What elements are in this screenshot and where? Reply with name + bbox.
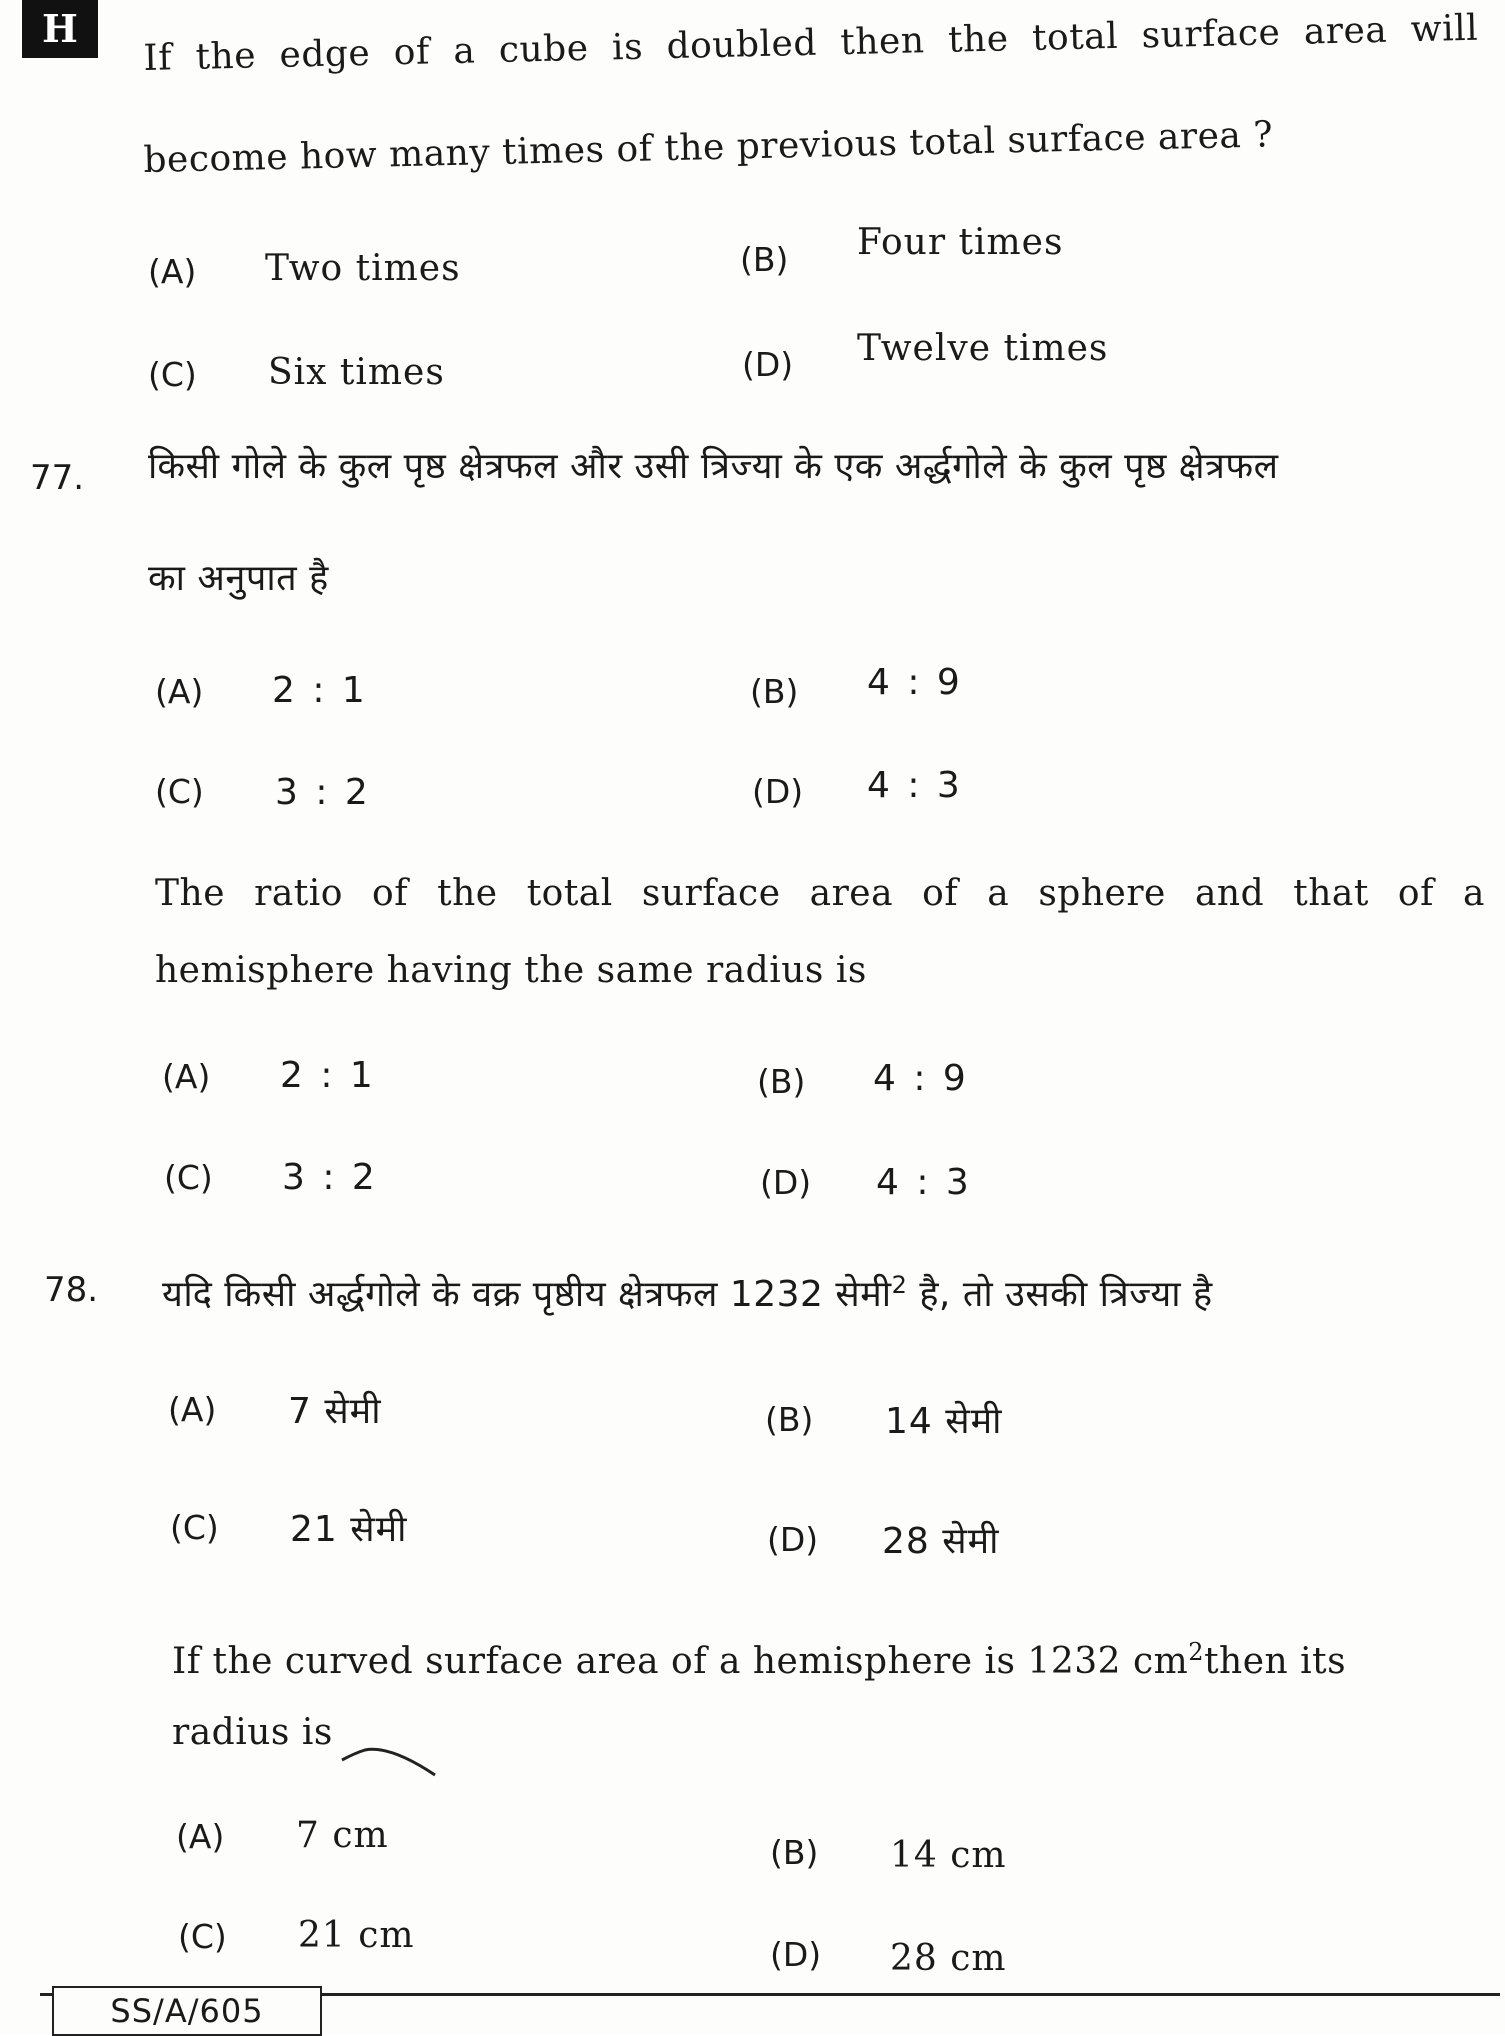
q78-hindi-superscript: 2 bbox=[891, 1271, 908, 1299]
q78-hi-option-a-label: (A) bbox=[168, 1390, 217, 1429]
q77-hi-option-d-value: 4 : 3 bbox=[867, 765, 963, 806]
q77-hi-option-a-value: 2 : 1 bbox=[272, 670, 368, 711]
q76-option-d-label: (D) bbox=[742, 345, 794, 384]
q76-option-a-label: (A) bbox=[148, 252, 197, 291]
q78-english-superscript: 2 bbox=[1188, 1638, 1205, 1666]
q76-option-d-value: Twelve times bbox=[857, 328, 1109, 369]
q77-en-option-c-value: 3 : 2 bbox=[282, 1157, 378, 1198]
q77-hi-option-c-value: 3 : 2 bbox=[275, 772, 371, 813]
q78-hindi-question bbox=[162, 1268, 1213, 1317]
q78-hi-option-b-label: (B) bbox=[765, 1400, 814, 1439]
q77-en-option-d-value: 4 : 3 bbox=[876, 1162, 972, 1203]
q78-en-option-b-value: 14 cm bbox=[890, 1835, 1007, 1876]
q76-option-c-label: (C) bbox=[148, 355, 197, 394]
paper-code: SS/A/605 bbox=[52, 1986, 322, 2036]
q77-en-option-c-label: (C) bbox=[164, 1158, 213, 1197]
q76-option-a-value: Two times bbox=[265, 248, 461, 289]
q78-english-line-1 bbox=[172, 1638, 1497, 1682]
q78-hi-option-d-value: 28 सेमी bbox=[882, 1521, 1000, 1562]
section-badge: H bbox=[22, 0, 98, 58]
q76-option-b-value: Four times bbox=[857, 222, 1064, 263]
q78-en-option-a-value: 7 cm bbox=[296, 1815, 389, 1856]
q78-number: 78. bbox=[44, 1270, 99, 1310]
q78-en-option-a-label: (A) bbox=[176, 1817, 225, 1856]
q78-hi-option-d-label: (D) bbox=[767, 1520, 819, 1559]
q77-english-line-2: hemisphere having the same radius is bbox=[155, 950, 867, 991]
q76-option-b-label: (B) bbox=[740, 240, 789, 279]
q77-en-option-d-label: (D) bbox=[760, 1163, 812, 1202]
q78-hindi-question-text: यदि किसी अर्द्धगोले के वक्र पृष्ठीय क्षेत्रफल 1232 सेमी bbox=[162, 1274, 892, 1315]
q77-number: 77. bbox=[30, 458, 85, 498]
q78-english-line-2: radius is bbox=[172, 1712, 333, 1753]
q77-hindi-line-1: किसी गोले के कुल पृष्ठ क्षेत्रफल और उसी त्रिज्या के एक अर्द्धगोले के कुल पृष्ठ क्षेत्रफल bbox=[148, 446, 1279, 487]
q76-question-line-2: become how many times of the previous total surface area ? bbox=[143, 114, 1274, 181]
q78-hi-option-a-value: 7 सेमी bbox=[288, 1391, 382, 1432]
q77-hi-option-a-label: (A) bbox=[155, 672, 204, 711]
q76-option-c-value: Six times bbox=[268, 352, 445, 393]
q78-hi-option-c-value: 21 सेमी bbox=[290, 1509, 408, 1550]
q78-en-option-d-label: (D) bbox=[770, 1935, 822, 1974]
q78-english-question-text: If the curved surface area of a hemisphere is 1232 cm bbox=[172, 1641, 1189, 1682]
q77-english-line-1: The ratio of the total surface area of a sphere and that of a bbox=[155, 873, 1485, 914]
q78-hi-option-c-label: (C) bbox=[170, 1508, 219, 1547]
q78-english-question-tail: then its bbox=[1204, 1641, 1347, 1682]
q77-hi-option-d-label: (D) bbox=[752, 772, 804, 811]
q77-en-option-a-label: (A) bbox=[162, 1057, 211, 1096]
pen-mark-scribble bbox=[340, 1745, 450, 1795]
q77-hi-option-b-label: (B) bbox=[750, 672, 799, 711]
q77-en-option-b-label: (B) bbox=[757, 1062, 806, 1101]
q78-en-option-d-value: 28 cm bbox=[890, 1938, 1007, 1979]
q77-hindi-line-2: का अनुपात है bbox=[148, 558, 329, 599]
q78-hi-option-b-value: 14 सेमी bbox=[885, 1401, 1003, 1442]
q78-en-option-b-label: (B) bbox=[770, 1833, 819, 1872]
q77-en-option-b-value: 4 : 9 bbox=[873, 1058, 969, 1099]
q77-en-option-a-value: 2 : 1 bbox=[280, 1055, 376, 1096]
q78-en-option-c-value: 21 cm bbox=[298, 1915, 415, 1956]
q76-question-line-1: If the edge of a cube is doubled then the total surface area will bbox=[143, 7, 1479, 79]
q78-hindi-question-tail: है, तो उसकी त्रिज्या है bbox=[907, 1274, 1213, 1315]
q78-en-option-c-label: (C) bbox=[178, 1917, 227, 1956]
q77-hi-option-b-value: 4 : 9 bbox=[867, 662, 963, 703]
q77-hi-option-c-label: (C) bbox=[155, 772, 204, 811]
